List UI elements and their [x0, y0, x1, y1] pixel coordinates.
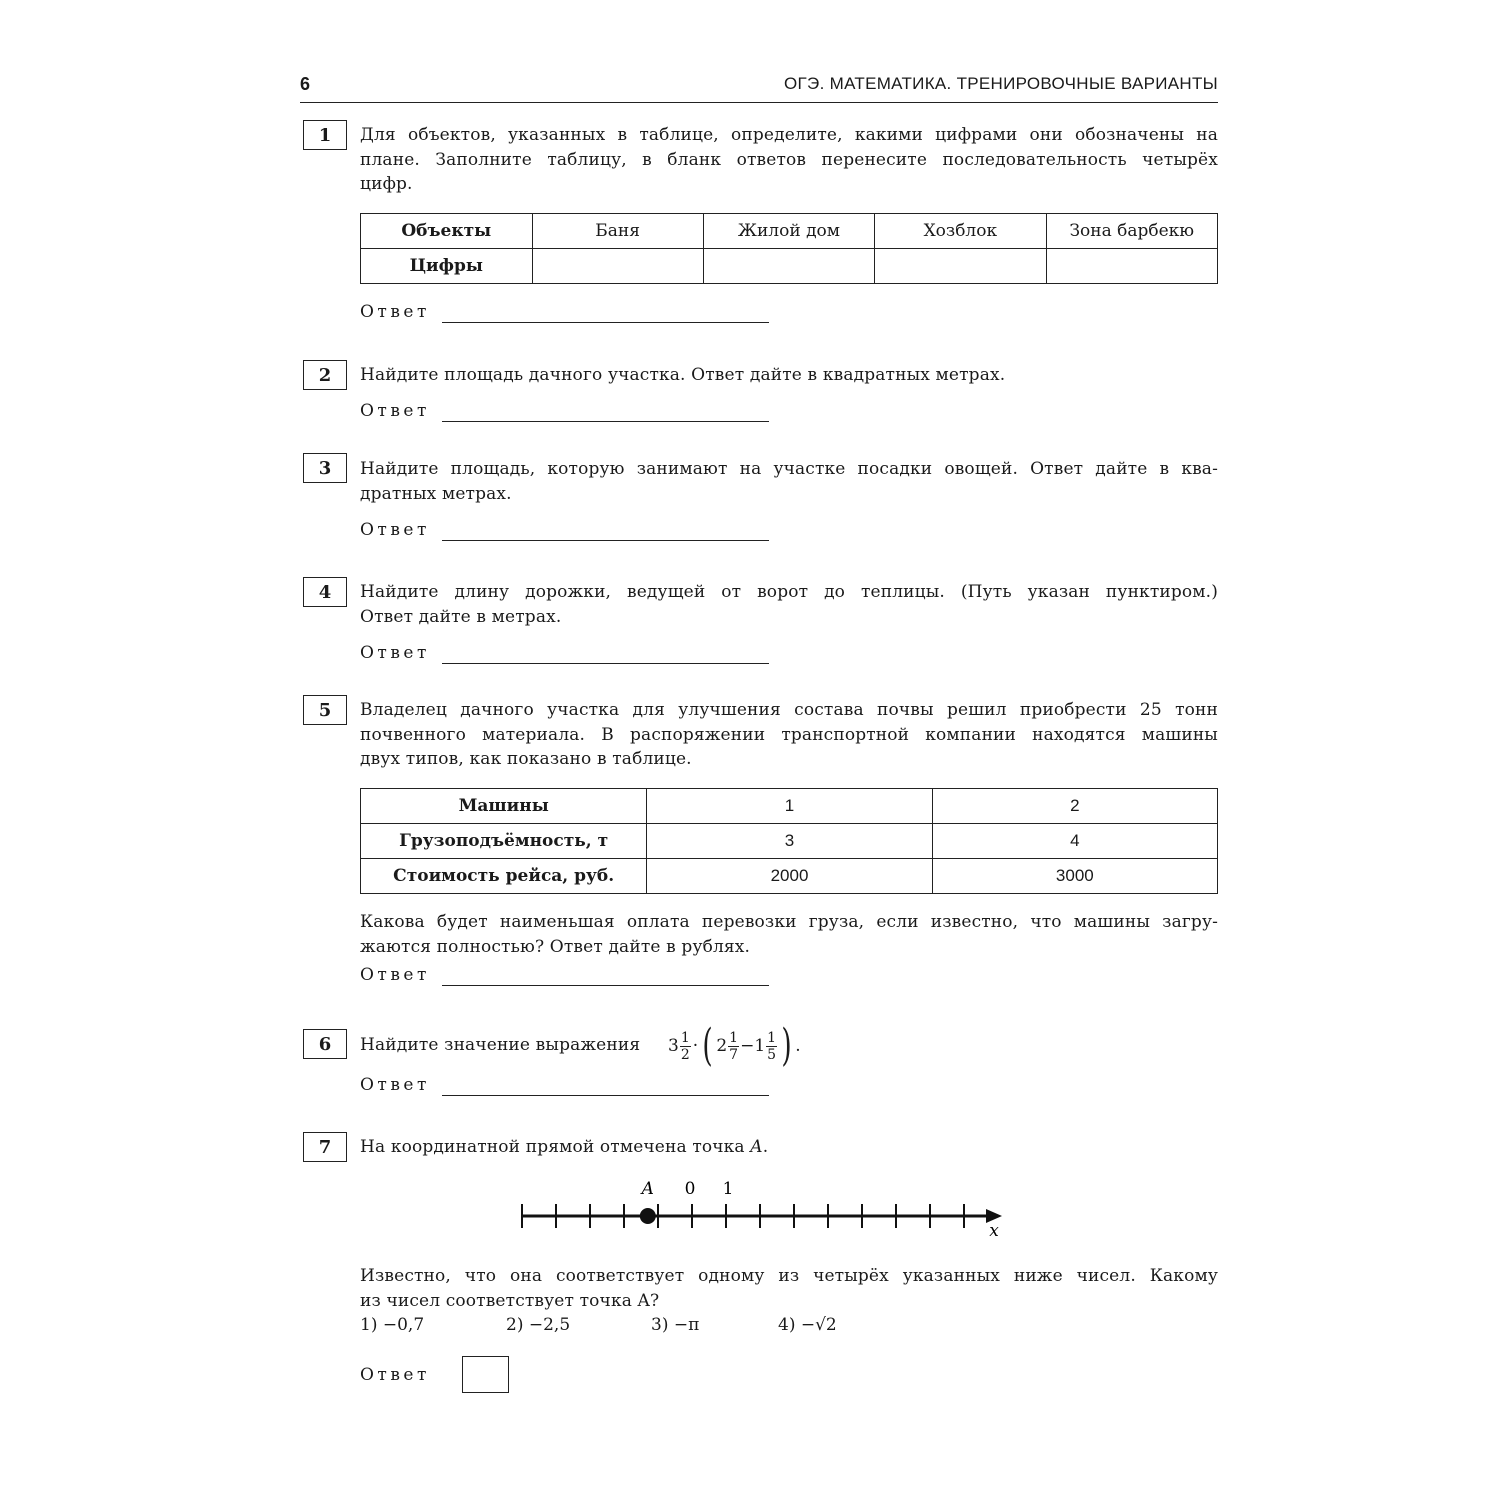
task-7-point-name: A — [750, 1137, 763, 1157]
one-label: 1 — [722, 1179, 734, 1199]
digits-header: Цифры — [361, 249, 533, 284]
objects-row — [361, 214, 1218, 249]
task-4-text — [360, 580, 1218, 629]
capacity-row — [361, 824, 1218, 859]
digit-input-cell[interactable] — [875, 249, 1046, 284]
objects-table — [360, 213, 1218, 284]
capacity-header: Грузоподъёмность, т — [361, 824, 647, 859]
fraction-expression — [668, 1022, 801, 1070]
expr-right-paren: ) — [781, 1020, 792, 1071]
answer-label: Ответ — [360, 520, 430, 540]
expr-b-whole: 2 — [716, 1036, 728, 1056]
trucks-table — [360, 788, 1218, 894]
answer-line[interactable] — [442, 663, 769, 664]
option-3[interactable]: 3) −π — [651, 1315, 700, 1335]
answer-box-input[interactable] — [462, 1356, 509, 1393]
task-4-line-2: Ответ дайте в метрах. — [360, 606, 562, 627]
expr-a-fraction — [680, 1030, 691, 1063]
answer-label: Ответ — [360, 302, 430, 322]
task-6-text: Найдите значение выражения — [360, 1035, 641, 1055]
task-7-question — [360, 1264, 1218, 1313]
capacity-cell: 4 — [932, 824, 1217, 859]
task-7-prefix: На координатной прямой отмечена точка — [360, 1137, 745, 1157]
task-5-text — [360, 698, 1218, 772]
running-title: ОГЭ. МАТЕМАТИКА. ТРЕНИРОВОЧНЫЕ ВАРИАНТЫ — [784, 74, 1218, 93]
expr-a-numerator: 1 — [680, 1029, 690, 1046]
task-2-text — [360, 363, 1218, 388]
page-number: 6 — [300, 74, 311, 94]
task-number-5: 5 — [303, 695, 347, 725]
task-7-after-line-1: Известно, что она соответствует одному из четырёх указанных ниже чисел. Какому — [360, 1266, 1218, 1286]
expr-minus: − — [740, 1036, 755, 1056]
answer-line[interactable] — [442, 540, 769, 541]
task-3-line-2: дратных метрах. — [360, 483, 512, 504]
digit-input-cell[interactable] — [532, 249, 703, 284]
task-5-line-1: Владелец дачного участка для улучшения состава почвы решил приобрести 25 тонн — [360, 700, 1218, 720]
task-number-3: 3 — [303, 453, 347, 483]
task-5-question — [360, 910, 1218, 959]
expr-b-fraction — [728, 1030, 739, 1063]
task-3-text — [360, 457, 1218, 506]
answer-label: Ответ — [360, 643, 430, 663]
task-number-7: 7 — [303, 1132, 347, 1162]
trucks-header: Машины — [361, 789, 647, 824]
task-7-suffix: . — [762, 1137, 769, 1157]
cost-header: Стоимость рейса, руб. — [361, 859, 647, 894]
expr-a-denominator: 2 — [680, 1046, 690, 1063]
axis-x-label: x — [989, 1221, 999, 1241]
object-cell: Жилой дом — [703, 214, 874, 249]
option-1[interactable]: 1) −0,7 — [360, 1315, 425, 1335]
task-number-2: 2 — [303, 360, 347, 390]
task-5-line-3: двух типов, как показано в таблице. — [360, 749, 692, 769]
expr-end: . — [795, 1036, 801, 1056]
task-1-line-3: цифр. — [360, 174, 413, 194]
option-2[interactable]: 2) −2,5 — [506, 1315, 571, 1335]
expr-left-paren: ( — [702, 1020, 713, 1071]
object-cell: Хозблок — [875, 214, 1046, 249]
task-4-line-1: Найдите длину дорожки, ведущей от ворот до теплицы. (Путь указан пунктиром.) — [360, 582, 1218, 602]
expr-c-fraction — [766, 1030, 777, 1063]
capacity-cell: 3 — [647, 824, 932, 859]
answer-label: Ответ — [360, 965, 430, 985]
task-5-after-line-1: Какова будет наименьшая оплата перевозки груза, если известно, что машины загру- — [360, 912, 1218, 932]
answer-line[interactable] — [442, 322, 769, 323]
object-cell: Зона барбекю — [1046, 214, 1217, 249]
header-rule — [300, 102, 1218, 103]
expr-c-denominator: 5 — [767, 1046, 777, 1063]
object-cell: Баня — [532, 214, 703, 249]
trucks-row — [361, 789, 1218, 824]
answer-line[interactable] — [442, 1095, 769, 1096]
task-1-text — [360, 123, 1218, 197]
expr-dot: · — [692, 1036, 699, 1056]
digit-input-cell[interactable] — [1046, 249, 1217, 284]
option-4[interactable]: 4) −√2 — [778, 1315, 837, 1335]
expr-b-denominator: 7 — [729, 1046, 739, 1063]
number-line — [510, 1170, 1010, 1245]
point-a-marker — [640, 1208, 656, 1224]
task-5-line-2: почвенного материала. В распоряжении транспортной компании находятся машины — [360, 724, 1218, 745]
task-1-line-2: плане. Заполните таблицу, в бланк ответов перенесите последовательность четырёх — [360, 149, 1218, 170]
cost-cell: 2000 — [647, 859, 932, 894]
task-number-6: 6 — [303, 1029, 347, 1059]
task-5-after-line-2: жаются полностью? Ответ дайте в рублях. — [360, 936, 751, 957]
expr-b-numerator: 1 — [729, 1029, 739, 1046]
task-number-1: 1 — [303, 120, 347, 150]
answer-line[interactable] — [442, 421, 769, 422]
trucks-cell: 2 — [932, 789, 1217, 824]
answer-label: Ответ — [360, 1365, 430, 1385]
task-2-line-1: Найдите площадь дачного участка. Ответ дайте в квадратных метрах. — [360, 365, 1006, 385]
zero-label: 0 — [684, 1179, 696, 1199]
answer-label: Ответ — [360, 401, 430, 421]
task-7-after-line-2: из чисел соответствует точка A? — [360, 1290, 660, 1311]
expr-c-numerator: 1 — [767, 1029, 777, 1046]
cost-row — [361, 859, 1218, 894]
task-7-text — [360, 1135, 1218, 1160]
task-number-4: 4 — [303, 577, 347, 607]
answer-label: Ответ — [360, 1075, 430, 1095]
digits-row — [361, 249, 1218, 284]
trucks-cell: 1 — [647, 789, 932, 824]
cost-cell: 3000 — [932, 859, 1217, 894]
task-3-line-1: Найдите площадь, которую занимают на участке посадки овощей. Ответ дайте в ква- — [360, 459, 1218, 479]
digit-input-cell[interactable] — [703, 249, 874, 284]
point-a-label: A — [641, 1179, 654, 1199]
expr-c-whole: 1 — [754, 1036, 766, 1056]
expr-a-whole: 3 — [668, 1036, 679, 1056]
task-1-line-1: Для объектов, указанных в таблице, определите, какими цифрами они обозначены на — [360, 125, 1218, 145]
answer-line[interactable] — [442, 985, 769, 986]
objects-header: Объекты — [361, 214, 533, 249]
